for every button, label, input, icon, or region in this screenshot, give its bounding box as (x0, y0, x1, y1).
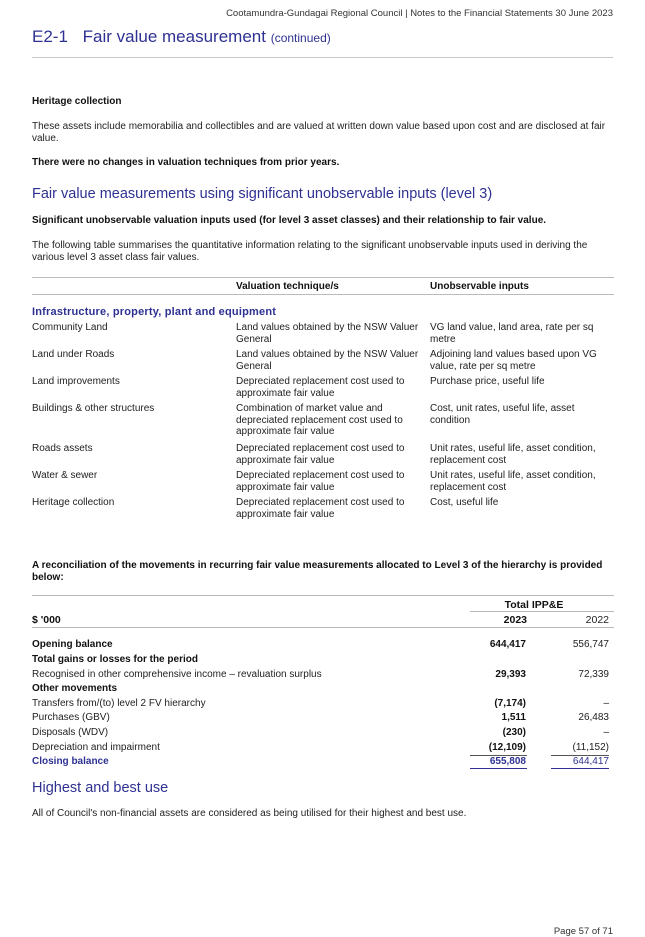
table-row-closing (32, 755, 614, 769)
table-rule-top (32, 277, 614, 278)
value-2023: (7,174) (494, 698, 526, 709)
table-row (32, 497, 614, 523)
table-row (32, 711, 614, 725)
asset-class: Heritage collection (32, 497, 115, 508)
value-2023: 655,808 (489, 756, 526, 767)
asset-class: Land improvements (32, 376, 120, 387)
table-row (32, 322, 614, 348)
level3-heading: Fair value measurements using significant unobservable inputs (level 3) (32, 186, 493, 202)
row-label: Depreciation and impairment (32, 742, 160, 753)
value-2022: 644,417 (572, 756, 609, 767)
unobservable-inputs: Unit rates, useful life, asset condition, replacement cost (430, 470, 596, 493)
table-row (32, 741, 614, 755)
year-current: 2023 (503, 614, 527, 626)
column-header-inputs: Unobservable inputs (430, 281, 529, 292)
row-label: Disposals (WDV) (32, 727, 109, 738)
table-row (32, 443, 614, 469)
reconciliation-group-header: Total IPP&E (504, 599, 564, 611)
level3-intro: The following table summarises the quantitative information relating to the significant unobservable inputs used in deriving the various level 3 asset class fair values. (32, 240, 588, 263)
table-row (32, 697, 614, 711)
asset-class: Community Land (32, 322, 108, 333)
unobservable-inputs: Adjoining land values based upon VG value, rate per sq metre (430, 349, 597, 372)
table-row (32, 653, 614, 667)
table-group-heading: Infrastructure, property, plant and equipment (32, 306, 277, 318)
valuation-technique: Depreciated replacement cost used to approximate fair value (236, 470, 405, 493)
section-number: E2-1 (32, 27, 68, 46)
value-2022: – (603, 698, 609, 709)
row-label: Transfers from/(to) level 2 FV hierarchy (32, 698, 206, 709)
valuation-technique: Depreciated replacement cost used to approximate fair value (236, 497, 405, 520)
unobservable-inputs: Unit rates, useful life, asset condition, replacement cost (430, 443, 596, 466)
value-2023: (12,109) (488, 742, 526, 753)
heritage-heading: Heritage collection (32, 96, 122, 107)
value-2022: 26,483 (578, 712, 609, 723)
asset-class: Roads assets (32, 443, 93, 454)
value-2023: 644,417 (489, 639, 526, 650)
year-prior: 2022 (585, 614, 609, 626)
valuation-technique: Combination of market value and depreciated replacement cost used to approximate fair value (236, 403, 403, 437)
reconciliation-rule-header (32, 627, 614, 628)
row-label: Other movements (32, 683, 118, 694)
heritage-note: There were no changes in valuation techniques from prior years. (32, 157, 340, 168)
unobservable-inputs: Purchase price, useful life (430, 376, 545, 387)
reconciliation-intro: A reconciliation of the movements in recurring fair value measurements allocated to Level 3 of the hierarchy is provided below: (32, 560, 603, 583)
section-title: Fair value measurement (82, 27, 266, 46)
continued-label: (continued) (270, 31, 331, 45)
heritage-body: These assets include memorabilia and collectibles and are valued at written down value based upon cost and are disclosed at fair value. (32, 121, 606, 144)
running-header: Cootamundra-Gundagai Regional Council | Notes to the Financial Statements 30 June 2023 (226, 8, 613, 19)
row-label: Closing balance (32, 756, 109, 767)
highest-best-body: All of Council's non-financial assets are considered as being utilised for their highest and best use. (32, 808, 467, 819)
unobservable-inputs: Cost, unit rates, useful life, asset condition (430, 403, 575, 426)
row-label: Opening balance (32, 639, 113, 650)
page-title (32, 27, 331, 47)
title-divider (32, 57, 613, 58)
reconciliation-group-rule (470, 611, 614, 612)
valuation-technique: Land values obtained by the NSW Valuer General (236, 349, 419, 372)
table-row (32, 668, 614, 682)
value-2022: (11,152) (572, 742, 609, 753)
reconciliation-rule-top (32, 595, 614, 596)
unit-label: $ '000 (32, 614, 61, 626)
value-2022: 72,339 (578, 669, 609, 680)
total-rule-2023 (470, 768, 527, 769)
table-row (32, 376, 614, 402)
total-rule-2022 (551, 768, 609, 769)
valuation-technique: Land values obtained by the NSW Valuer General (236, 322, 419, 345)
asset-class: Buildings & other structures (32, 403, 155, 414)
asset-class: Land under Roads (32, 349, 115, 360)
table-row (32, 638, 614, 652)
table-row (32, 470, 614, 496)
row-label: Total gains or losses for the period (32, 654, 198, 665)
row-label: Purchases (GBV) (32, 712, 110, 723)
value-2023: (230) (502, 727, 526, 738)
unobservable-inputs: Cost, useful life (430, 497, 499, 508)
unobservable-inputs: VG land value, land area, rate per sq metre (430, 322, 594, 345)
value-2022: 556,747 (572, 639, 609, 650)
table-rule-header (32, 294, 614, 295)
highest-best-heading: Highest and best use (32, 780, 169, 796)
row-label: Recognised in other comprehensive income – revaluation surplus (32, 669, 322, 680)
value-2022: – (603, 727, 609, 738)
valuation-technique: Depreciated replacement cost used to approximate fair value (236, 376, 405, 399)
table-row (32, 403, 614, 441)
table-row (32, 682, 614, 696)
level3-subheading: Significant unobservable valuation inputs used (for level 3 asset classes) and their relationship to fair value. (32, 215, 547, 226)
value-2023: 29,393 (495, 669, 526, 680)
table-row (32, 726, 614, 740)
asset-class: Water & sewer (32, 470, 98, 481)
table-row (32, 349, 614, 375)
value-2023: 1,511 (501, 712, 526, 723)
column-header-technique: Valuation technique/s (236, 281, 339, 292)
valuation-technique: Depreciated replacement cost used to approximate fair value (236, 443, 405, 466)
page-number: Page 57 of 71 (553, 926, 613, 937)
